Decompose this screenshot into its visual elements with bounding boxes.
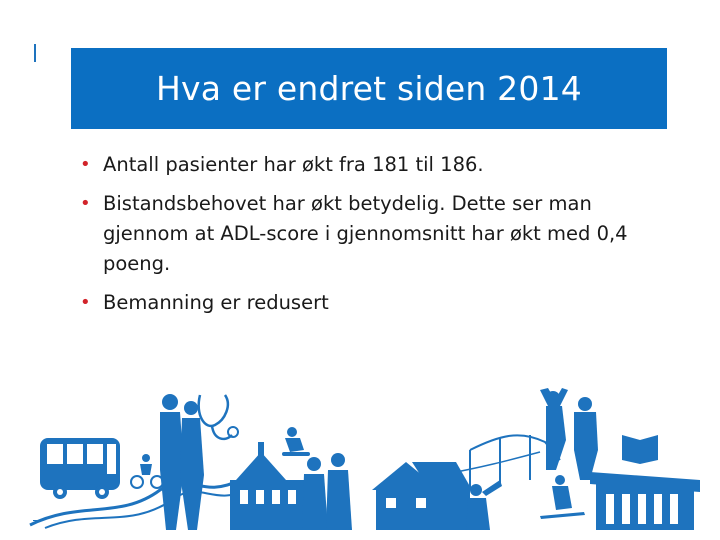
bullet-item <box>80 150 640 180</box>
jumping-children-icon <box>540 388 598 480</box>
bullet-text: Antall pasienter har økt fra 181 til 186. <box>103 153 484 176</box>
house-icon <box>372 462 472 530</box>
skier-icon <box>540 475 585 519</box>
title-bar <box>71 48 667 129</box>
bullet-text: Bistandsbehovet har økt betydelig. Dette ser man gjennom at ADL-score i gjennomsnitt har økt med 0,4 poeng. <box>103 192 628 275</box>
stethoscope-icon <box>199 395 232 439</box>
people-group-icon <box>160 394 204 530</box>
bullet-item <box>80 288 640 318</box>
bus-icon <box>40 438 120 499</box>
slide-title: Hva er endret siden 2014 <box>156 69 582 108</box>
community-illustration <box>0 380 720 530</box>
library-building-icon <box>590 472 700 530</box>
bullet-item <box>80 189 640 279</box>
bullet-marker: • <box>80 154 91 175</box>
snowboarder-icon <box>282 427 310 456</box>
bullet-marker: • <box>80 292 91 313</box>
trumpet-player-icon <box>466 480 502 530</box>
bullet-text: Bemanning er redusert <box>103 291 329 314</box>
open-book-icon <box>622 435 658 464</box>
cyclist-icon <box>131 454 163 488</box>
bullet-list <box>80 150 640 327</box>
slide-edge-mark <box>34 44 36 62</box>
couple-icon <box>302 453 352 530</box>
bullet-marker: • <box>80 193 91 214</box>
